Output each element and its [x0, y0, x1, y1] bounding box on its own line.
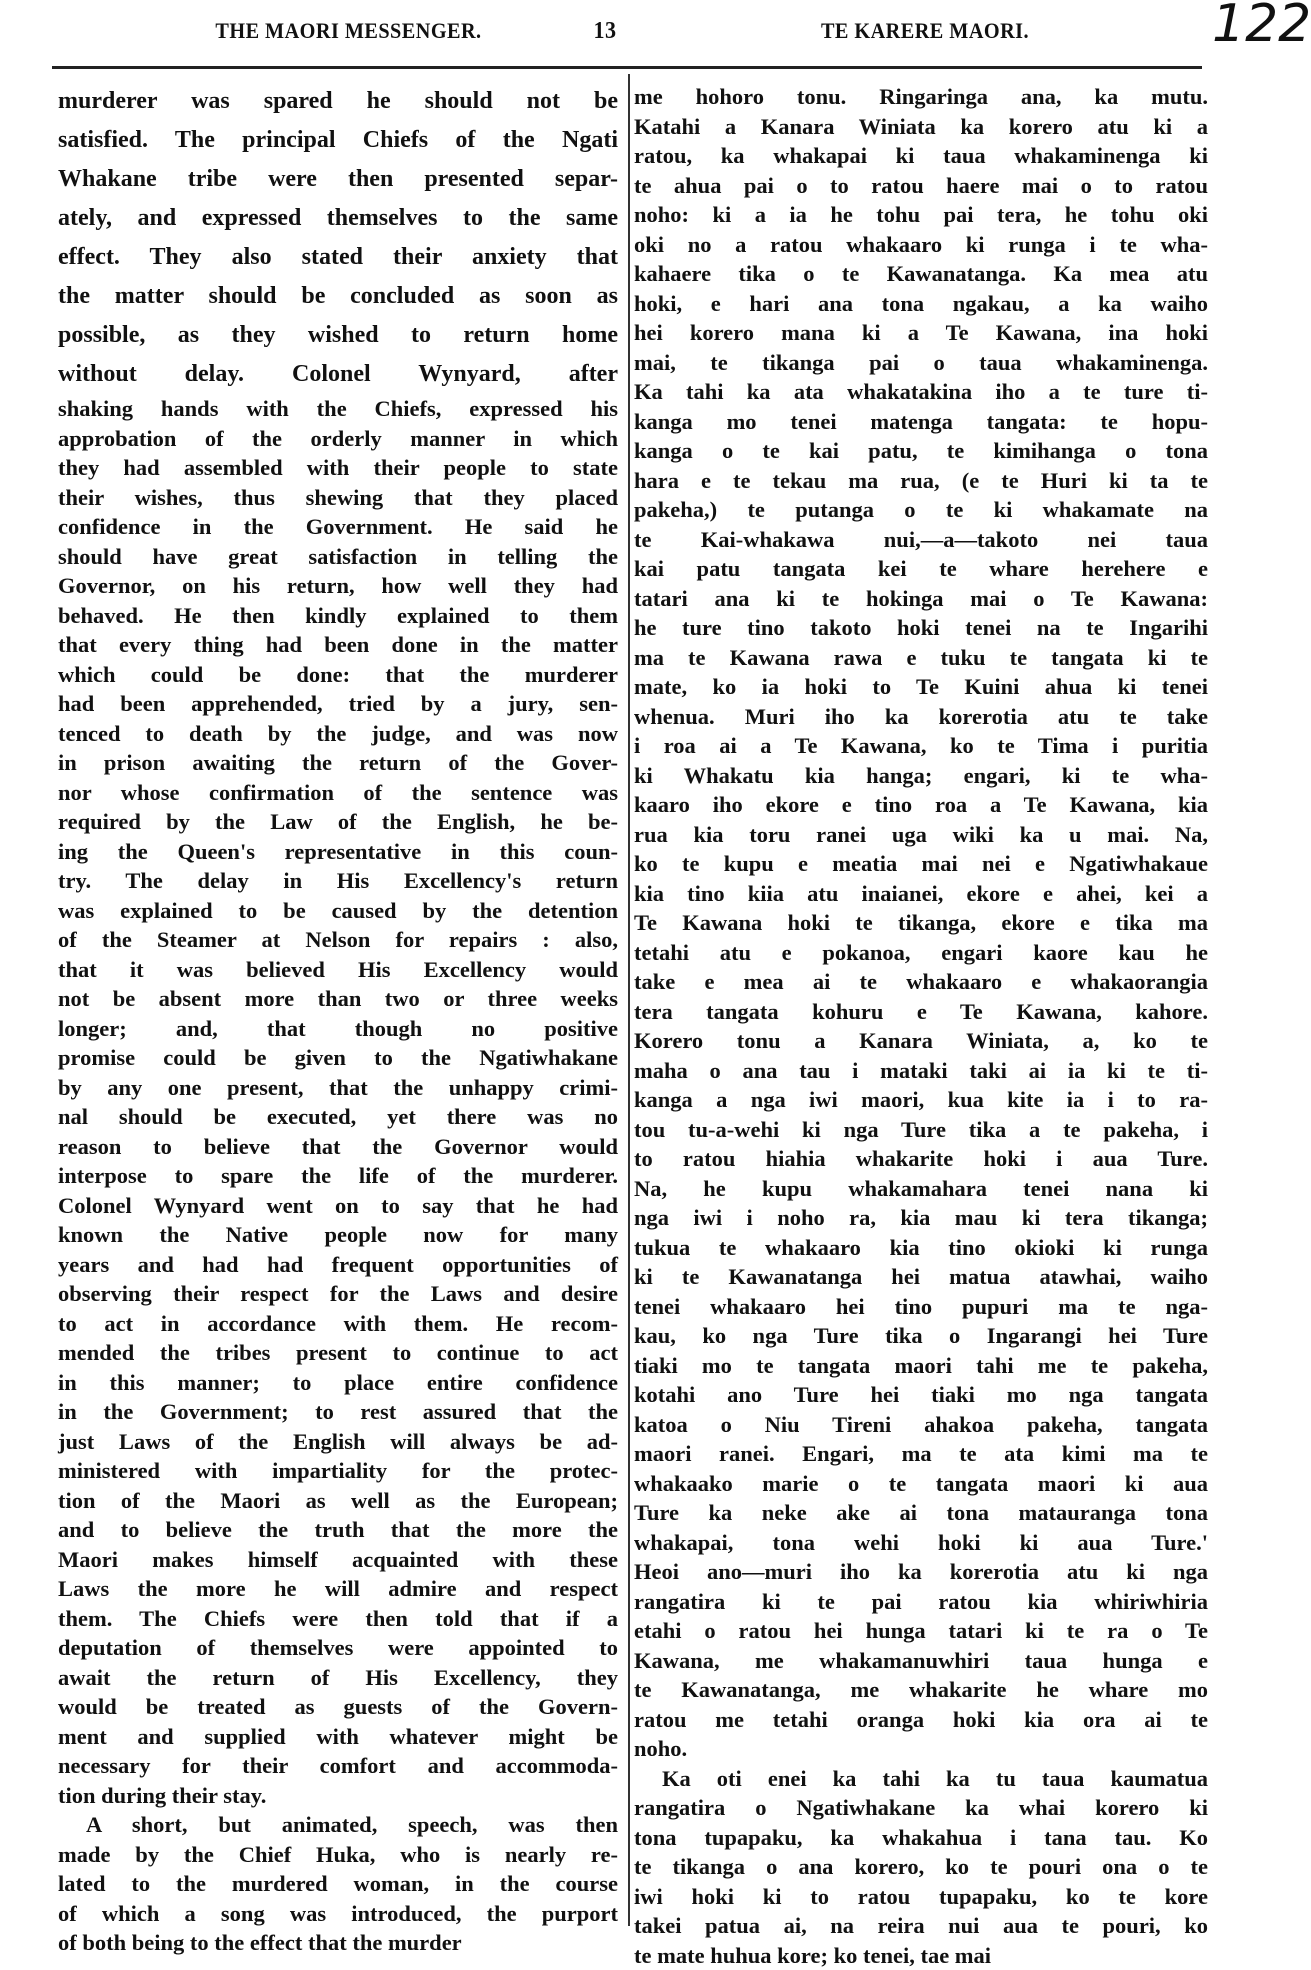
- text-line: maori ranei. Engari, ma te ata kimi ma te: [634, 1439, 1208, 1469]
- page-number: 13: [582, 18, 628, 45]
- text-line: without delay. Colonel Wynyard, after: [58, 355, 618, 394]
- text-line: A short, but animated, speech, was then: [58, 1810, 618, 1840]
- handwritten-folio-number: 122: [1212, 0, 1311, 54]
- text-line: behaved. He then kindly explained to them: [58, 601, 618, 631]
- text-line: kanga o te kai patu, te kimihanga o tona: [634, 436, 1208, 466]
- text-line: made by the Chief Huka, who is nearly re-: [58, 1840, 618, 1870]
- text-line: take e mea ai te whakaaro e whakaorangia: [634, 967, 1208, 997]
- text-line: promise could be given to the Ngatiwhakane: [58, 1043, 618, 1073]
- text-line: maha o ana tau i mataki taki ai ia ki te ti-: [634, 1056, 1208, 1086]
- text-line: not be absent more than two or three weeks: [58, 984, 618, 1014]
- text-line: rangatira ki te pai ratou kia whiriwhiria: [634, 1587, 1208, 1617]
- text-line: Kawana, me whakamanuwhiri taua hunga e: [634, 1646, 1208, 1676]
- text-line: nal should be executed, yet there was no: [58, 1102, 618, 1132]
- text-line: kaaro iho ekore e tino roa a Te Kawana, kia: [634, 790, 1208, 820]
- text-line: which could be done: that the murderer: [58, 660, 618, 690]
- text-line: hara e te tekau ma rua, (e te Huri ki ta te: [634, 466, 1208, 496]
- text-line: mate, ko ia hoki to Te Kuini ahua ki tenei: [634, 672, 1208, 702]
- text-line: noho: ki a ia he tohu pai tera, he tohu oki: [634, 200, 1208, 230]
- text-line: that every thing had been done in the matter: [58, 630, 618, 660]
- text-line: years and had had frequent opportunities of: [58, 1250, 618, 1280]
- text-line: rangatira o Ngatiwhakane ka whai korero ki: [634, 1793, 1208, 1823]
- text-line: tenei whakaaro hei tino pupuri ma te nga-: [634, 1292, 1208, 1322]
- text-line: Ka tahi ka ata whakatakina iho a te ture ti-: [634, 377, 1208, 407]
- text-line: reason to believe that the Governor would: [58, 1132, 618, 1162]
- text-line: tion during their stay.: [58, 1781, 618, 1811]
- text-line: Colonel Wynyard went on to say that he had: [58, 1191, 618, 1221]
- text-line: Governor, on his return, how well they had: [58, 571, 618, 601]
- text-line: to ratou hiahia whakarite hoki i aua Ture.: [634, 1144, 1208, 1174]
- text-line: rua kia toru ranei uga wiki ka u mai. Na,: [634, 820, 1208, 850]
- text-line: lated to the murdered woman, in the course: [58, 1869, 618, 1899]
- text-line: te ahua pai o to ratou haere mai o to ratou: [634, 171, 1208, 201]
- text-line: me hohoro tonu. Ringaringa ana, ka mutu.: [634, 82, 1208, 112]
- text-line: kahaere tika o te Kawanatanga. Ka mea atu: [634, 259, 1208, 289]
- text-line: deputation of themselves were appointed to: [58, 1633, 618, 1663]
- text-line: noho.: [634, 1734, 1208, 1764]
- masthead-maori-title: TE KARERE MAORI.: [792, 18, 1059, 44]
- text-line: should have great satisfaction in telling the: [58, 542, 618, 572]
- text-line: kai patu tangata kei te whare herehere e: [634, 554, 1208, 584]
- text-line: would be treated as guests of the Govern-: [58, 1692, 618, 1722]
- text-line: Whakane tribe were then presented separ-: [58, 160, 618, 199]
- text-line: nga iwi i noho ra, kia mau ki tera tikanga;: [634, 1203, 1208, 1233]
- text-line: tou tu-a-wehi ki nga Ture tika a te pakeha, i: [634, 1115, 1208, 1145]
- text-line: Katahi a Kanara Winiata ka korero atu ki a: [634, 112, 1208, 142]
- text-line: in the Government; to rest assured that the: [58, 1397, 618, 1427]
- text-line: their wishes, thus shewing that they placed: [58, 483, 618, 513]
- text-line: Korero tonu a Kanara Winiata, a, ko te: [634, 1026, 1208, 1056]
- text-line: ko te kupu e meatia mai nei e Ngatiwhakaue: [634, 849, 1208, 879]
- text-line: of which a song was introduced, the purport: [58, 1899, 618, 1929]
- text-line: satisfied. The principal Chiefs of the Ngati: [58, 121, 618, 160]
- masthead-english-title: THE MAORI MESSENGER.: [215, 18, 454, 44]
- text-line: kia tino kiia atu inaianei, ekore e ahei, kei a: [634, 879, 1208, 909]
- text-line: ratou, ka whakapai ki taua whakaminenga ki: [634, 141, 1208, 171]
- text-line: Ka oti enei ka tahi ka tu taua kaumatua: [634, 1764, 1208, 1794]
- text-line: try. The delay in His Excellency's return: [58, 866, 618, 896]
- text-line: whakapai, tona wehi hoki ki aua Ture.': [634, 1528, 1208, 1558]
- text-line: ki te Kawanatanga hei matua atawhai, waiho: [634, 1262, 1208, 1292]
- text-line: mai, te tikanga pai o taua whakaminenga.: [634, 348, 1208, 378]
- text-line: te mate huhua kore; ko tenei, tae mai: [634, 1941, 1208, 1970]
- text-line: ately, and expressed themselves to the same: [58, 199, 618, 238]
- text-line: etahi o ratou hei hunga tatari ki te ra o Te: [634, 1616, 1208, 1646]
- text-line: Na, he kupu whakamahara tenei nana ki: [634, 1174, 1208, 1204]
- text-line: tion of the Maori as well as the European;: [58, 1486, 618, 1516]
- text-line: observing their respect for the Laws and desire: [58, 1279, 618, 1309]
- header-rule: [52, 66, 1202, 69]
- text-line: ment and supplied with whatever might be: [58, 1722, 618, 1752]
- text-line: by any one present, that the unhappy crimi-: [58, 1073, 618, 1103]
- text-line: te Kawanatanga, me whakarite he whare mo: [634, 1675, 1208, 1705]
- text-line: he ture tino takoto hoki tenei na te Ingarihi: [634, 613, 1208, 643]
- text-line: was explained to be caused by the detention: [58, 896, 618, 926]
- maori-column: [634, 82, 1208, 1970]
- text-line: tatari ana ki te hokinga mai o Te Kawana:: [634, 584, 1208, 614]
- text-line: in this manner; to place entire confidence: [58, 1368, 618, 1398]
- text-line: kanga a nga iwi maori, kua kite ia i to ra-: [634, 1085, 1208, 1115]
- text-line: to act in accordance with them. He recom-: [58, 1309, 618, 1339]
- text-line: just Laws of the English will always be ad-: [58, 1427, 618, 1457]
- text-line: effect. They also stated their anxiety that: [58, 238, 618, 277]
- text-line: and to believe the truth that the more the: [58, 1515, 618, 1545]
- text-line: necessary for their comfort and accommoda-: [58, 1751, 618, 1781]
- text-line: had been apprehended, tried by a jury, sen-: [58, 689, 618, 719]
- english-column: [58, 82, 618, 1958]
- text-line: confidence in the Government. He said he: [58, 512, 618, 542]
- text-line: pakeha,) te putanga o te ki whakamate na: [634, 495, 1208, 525]
- text-line: hoki, e hari ana tona ngakau, a ka waiho: [634, 289, 1208, 319]
- text-line: whenua. Muri iho ka korerotia atu te take: [634, 702, 1208, 732]
- text-line: ma te Kawana rawa e tuku te tangata ki te: [634, 643, 1208, 673]
- text-line: tenced to death by the judge, and was now: [58, 719, 618, 749]
- text-line: nor whose confirmation of the sentence was: [58, 778, 618, 808]
- text-line: tera tangata kohuru e Te Kawana, kahore.: [634, 997, 1208, 1027]
- text-line: kotahi ano Ture hei tiaki mo nga tangata: [634, 1380, 1208, 1410]
- column-divider: [628, 74, 630, 1926]
- text-line: required by the Law of the English, he be-: [58, 807, 618, 837]
- text-line: Te Kawana hoki te tikanga, ekore e tika ma: [634, 908, 1208, 938]
- text-line: tukua te whakaaro kia tino okioki ki runga: [634, 1233, 1208, 1263]
- text-line: Maori makes himself acquainted with these: [58, 1545, 618, 1575]
- text-line: te tikanga o ana korero, ko te pouri ona o te: [634, 1852, 1208, 1882]
- text-line: ratou me tetahi oranga hoki kia ora ai te: [634, 1705, 1208, 1735]
- text-line: they had assembled with their people to state: [58, 453, 618, 483]
- text-line: of both being to the effect that the murder: [58, 1928, 618, 1958]
- text-line: katoa o Niu Tireni ahakoa pakeha, tangata: [634, 1410, 1208, 1440]
- text-line: longer; and, that though no positive: [58, 1014, 618, 1044]
- text-line: murderer was spared he should not be: [58, 82, 618, 121]
- text-line: Laws the more he will admire and respect: [58, 1574, 618, 1604]
- text-line: the matter should be concluded as soon as: [58, 277, 618, 316]
- text-line: ki Whakatu kia hanga; engari, ki te wha-: [634, 761, 1208, 791]
- text-line: them. The Chiefs were then told that if a: [58, 1604, 618, 1634]
- text-line: ministered with impartiality for the protec-: [58, 1456, 618, 1486]
- text-line: of the Steamer at Nelson for repairs : also,: [58, 925, 618, 955]
- text-line: Ture ka neke ake ai tona matauranga tona: [634, 1498, 1208, 1528]
- text-line: kau, ko nga Ture tika o Ingarangi hei Ture: [634, 1321, 1208, 1351]
- text-line: shaking hands with the Chiefs, expressed his: [58, 394, 618, 424]
- text-line: takei patua ai, na reira nui aua te pouri, ko: [634, 1911, 1208, 1941]
- text-line: ing the Queen's representative in this coun-: [58, 837, 618, 867]
- text-line: that it was believed His Excellency would: [58, 955, 618, 985]
- text-line: oki no a ratou whakaaro ki runga i te wha-: [634, 230, 1208, 260]
- text-line: Heoi ano—muri iho ka korerotia atu ki nga: [634, 1557, 1208, 1587]
- text-line: hei korero mana ki a Te Kawana, ina hoki: [634, 318, 1208, 348]
- text-line: kanga mo tenei matenga tangata: te hopu-: [634, 407, 1208, 437]
- text-line: tona tupapaku, ka whakahua i tana tau. Ko: [634, 1823, 1208, 1853]
- text-line: te Kai-whakawa nui,—a—takoto nei taua: [634, 525, 1208, 555]
- text-line: known the Native people now for many: [58, 1220, 618, 1250]
- text-line: tiaki mo te tangata maori tahi me te pakeha,: [634, 1351, 1208, 1381]
- text-line: await the return of His Excellency, they: [58, 1663, 618, 1693]
- text-line: tetahi atu e pokanoa, engari kaore kau he: [634, 938, 1208, 968]
- text-line: i roa ai a Te Kawana, ko te Tima i puritia: [634, 731, 1208, 761]
- text-line: approbation of the orderly manner in which: [58, 424, 618, 454]
- text-line: iwi hoki ki to ratou tupapaku, ko te kore: [634, 1882, 1208, 1912]
- text-line: mended the tribes present to continue to act: [58, 1338, 618, 1368]
- text-line: interpose to spare the life of the murderer.: [58, 1161, 618, 1191]
- text-line: whakaako marie o te tangata maori ki aua: [634, 1469, 1208, 1499]
- text-line: possible, as they wished to return home: [58, 316, 618, 355]
- text-line: in prison awaiting the return of the Gover-: [58, 748, 618, 778]
